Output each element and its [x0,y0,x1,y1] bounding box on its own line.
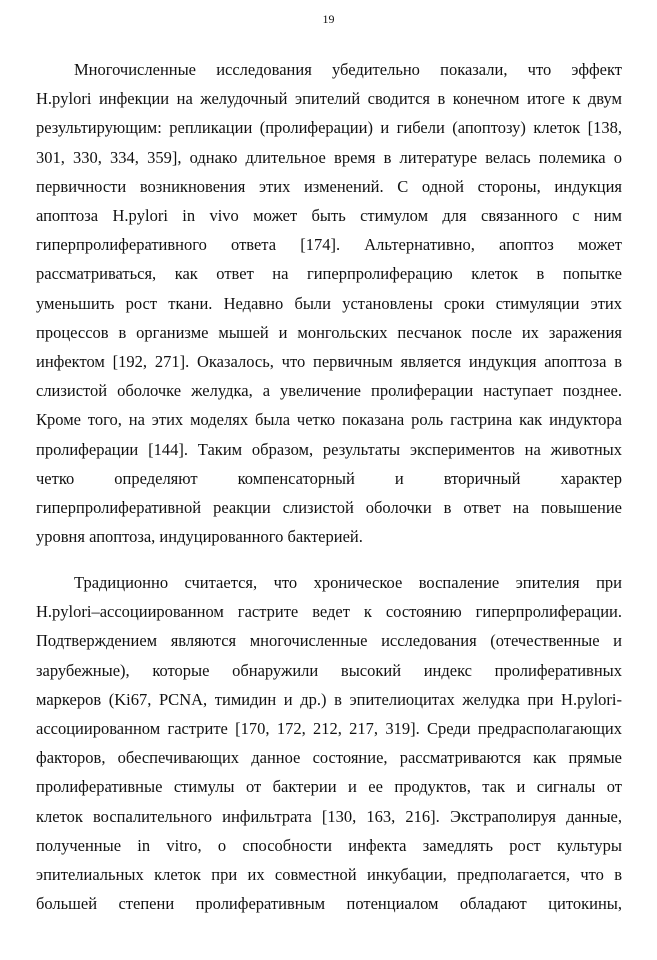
text-line: клеток воспалительного инфильтрата [130, 163, 216]. Экстраполируя данные, [36,806,622,826]
text-line: пролиферации [144]. Таким образом, результаты экспериментов на животных [36,439,622,459]
text-line: Подтверждением являются многочисленные исследования (отечественные и [36,631,622,651]
text-line: эпителиальных клеток при их совместной инкубации, предполагается, что в [36,865,622,885]
text-line: полученные in vitro, о способности инфекта замедлять рост культуры [36,835,622,855]
text-line: апоптоза H.pylori in vivo может быть стимулом для связанного с ним [36,206,622,226]
paragraph-1 [36,55,622,551]
page-number: 19 [322,12,335,26]
text-line: инфектом [192, 271]. Оказалось, что первичным является индукция апоптоза в [36,352,622,372]
text-line: маркеров (Ki67, PCNA, тимидин и др.) в эпителиоцитах желудка при H.pylori- [36,689,622,709]
text-line: гиперпролиферативной реакции слизистой оболочки в ответ на повышение [36,498,622,518]
text-line: пролиферативные стимулы от бактерии и ее продуктов, так и сигналы от [36,777,622,797]
text-line: уровня апоптоза, индуцированного бактерией. [36,527,363,547]
text-line: Многочисленные исследования убедительно показали, что эффект [74,60,622,79]
text-line: результирующим: репликации (пролиферации) и гибели (апоптозу) клеток [138, [36,118,622,138]
text-line: Кроме того, на этих моделях была четко показана роль гастрина как индуктора [36,410,622,430]
text-line: зарубежные), которые обнаружили высокий индекс пролиферативных [36,660,622,680]
paragraph-2 [36,568,622,918]
text-line: H.pylori инфекции на желудочный эпителий сводится в конечном итоге к двум [36,89,622,109]
text-line: 301, 330, 334, 359], однако длительное время в литературе велась полемика о [36,147,622,167]
text-line: рассматриваться, как ответ на гиперпролиферацию клеток в попытке [36,264,622,284]
text-line: Традиционно считается, что хроническое воспаление эпителия при [74,573,622,592]
text-line: большей степени пролиферативным потенциалом обладают цитокины, [36,894,622,914]
text-line: факторов, обеспечивающих данное состояние, рассматриваются как прямые [36,748,622,768]
text-line: процессов в организме мышей и монгольских песчанок после их заражения [36,322,622,342]
text-line: четко определяют компенсаторный и вторичный характер [36,468,622,488]
text-line: слизистой оболочке желудка, а увеличение пролиферации наступает позднее. [36,381,622,401]
text-line: H.pylori–ассоциированном гастрите ведет к состоянию гиперпролиферации. [36,602,622,622]
text-line: ассоциированном гастрите [170, 172, 212, 217, 319]. Среди предрасполагающих [36,719,622,739]
text-line: гиперпролиферативного ответа [174]. Альтернативно, апоптоз может [36,235,622,255]
text-line: уменьшить рост ткани. Недавно были установлены сроки стимуляции этих [36,293,622,313]
text-line: первичности возникновения этих изменений. С одной стороны, индукция [36,176,622,196]
